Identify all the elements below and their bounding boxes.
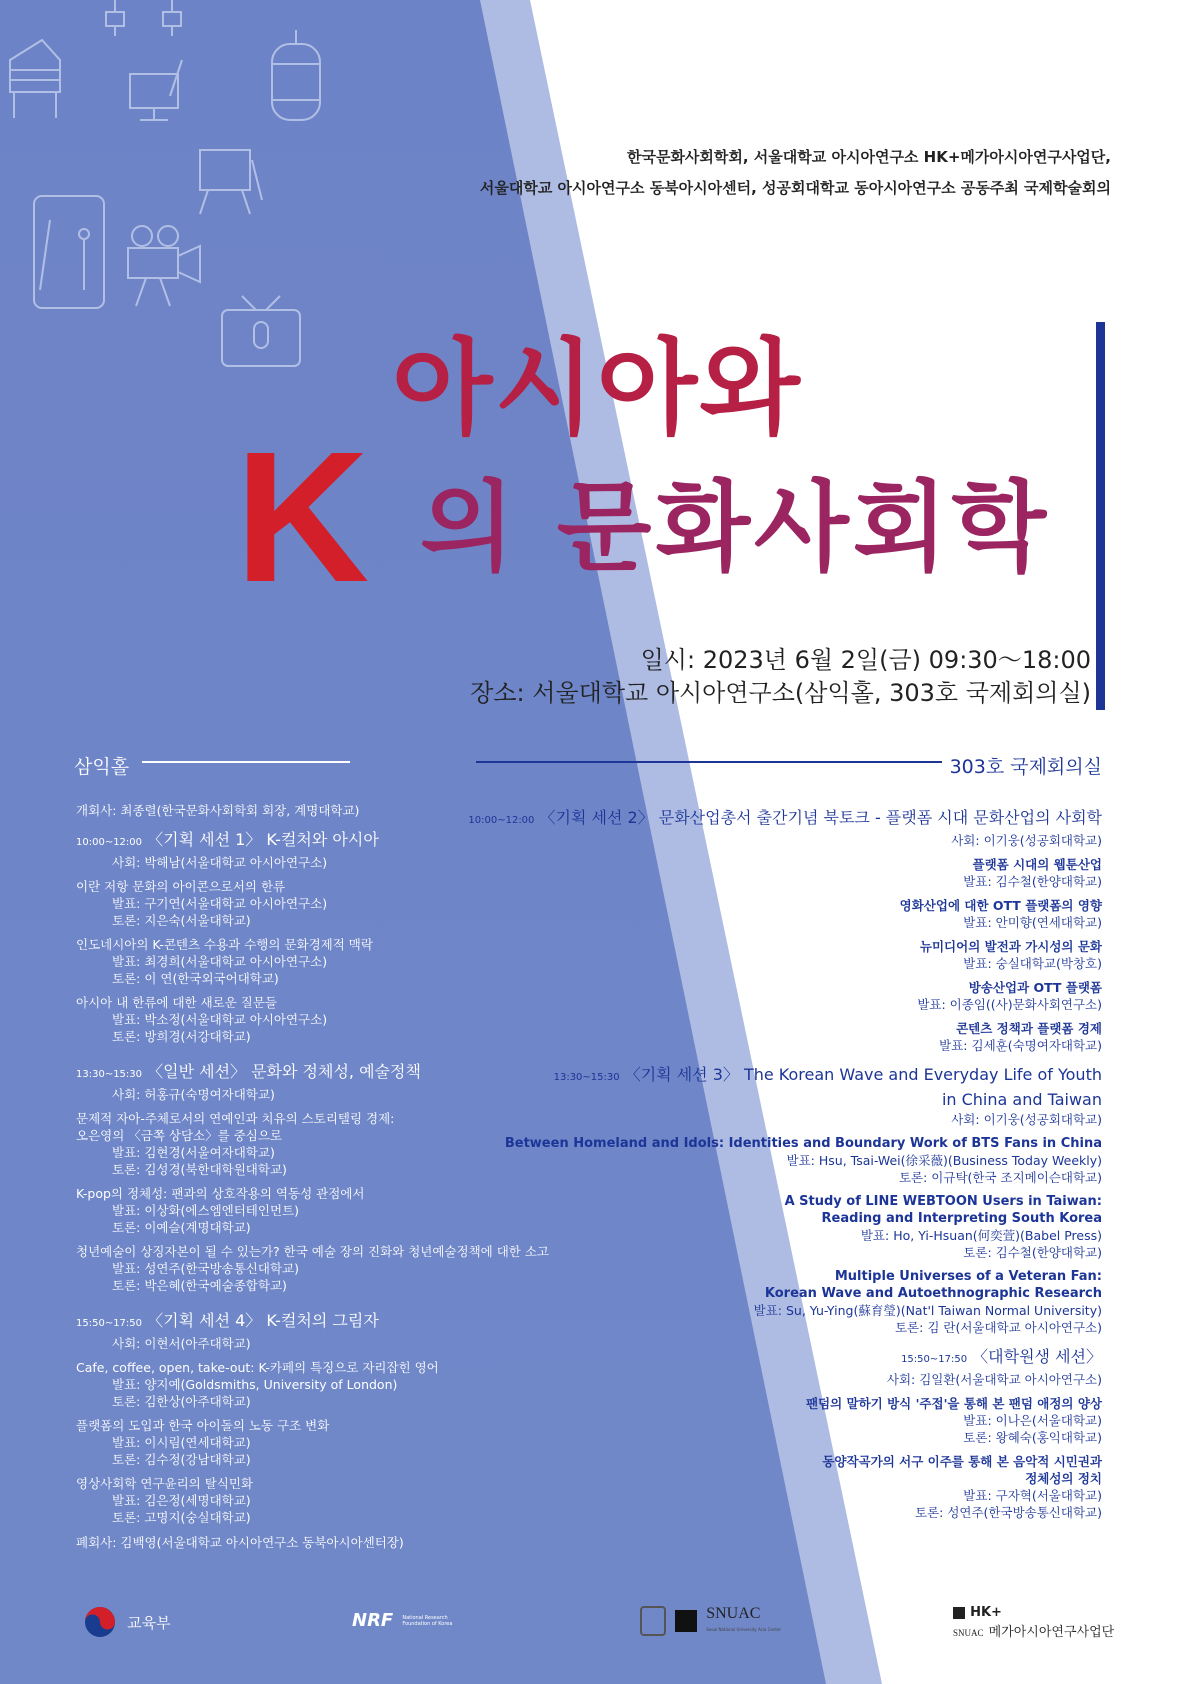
talk-discussant: 토론: 김 란(서울대학교 아시아연구소) [894,1320,1102,1335]
right-room-heading: 303호 국제회의실 [949,756,1102,778]
session-time: 10:00~12:00 [76,837,143,848]
title-vertical-bar [1096,322,1105,710]
hk-text: 메가아시아연구사업단 [988,1625,1115,1640]
talk-presenter: 발표: 양지예(Goldsmiths, University of London) [112,1377,398,1392]
talk-title: 청년예술이 상징자본이 될 수 있는가? 한국 예술 장의 진화와 청년예술정책에 대한 소고 [76,1244,549,1259]
divider [476,761,942,763]
talk-discussant: 토론: 김한상(아주대학교) [112,1394,251,1409]
session-chair: 사회: 김일환(서울대학교 아시아연구소) [886,1372,1102,1387]
talk-title: Between Homeland and Idols: Identities and Boundary Work of BTS Fans in China [504,1136,1102,1151]
session-time: 15:50~17:50 [76,1318,143,1329]
talk-title: 플랫폼의 도입과 한국 아이돌의 노동 구조 변화 [76,1418,330,1433]
session-time: 13:30~15:30 [76,1069,143,1080]
talk-title: 영상사회학 연구윤리의 탈식민화 [76,1476,253,1491]
talk-title-cont: 정체성의 정치 [1025,1471,1102,1486]
talk-presenter: 발표: 구기연(서울대학교 아시아연구소) [112,896,328,911]
opening-remarks: 개회사: 최종렬(한국문화사회학회 회장, 계명대학교) [76,803,360,818]
hk-logo [953,1602,1114,1640]
session-chair: 사회: 허홍규(숙명여자대학교) [112,1087,275,1102]
nrf-sub: National Research [402,1614,448,1621]
talk-discussant: 토론: 김성경(북한대학원대학교) [112,1162,287,1177]
right-program [462,807,1102,1521]
snu-emblem-icon [640,1606,666,1636]
session-time: 13:30~15:30 [553,1072,620,1083]
title-k: K [235,414,370,621]
session-name: 〈기획 세션 1〉 K-컬처와 아시아 [147,830,379,849]
talk-title: 문제적 자아-주체로서의 연예인과 치유의 스토리텔링 경제: [76,1111,395,1126]
organizers-line: 서울대학교 아시아연구소 동북아시아센터, 성공회대학교 동아시아연구소 공동주최 국제학술회의 [479,179,1111,197]
talk-presenter: 발표: Hsu, Tsai-Wei(徐采薇)(Business Today Weekly) [786,1153,1102,1168]
talk-presenter: 발표: 이시림(연세대학교) [112,1435,251,1450]
session-time: 15:50~17:50 [901,1354,968,1365]
talk-title: 이란 저항 문화의 아이콘으로서의 한류 [76,879,286,894]
organizers [351,142,1111,204]
talk-discussant: 토론: 고명지(숭실대학교) [112,1510,251,1525]
session-title [462,1064,1102,1089]
event-venue: 장소: 서울대학교 아시아연구소(삼익홀, 303호 국제회의실) [470,679,1091,707]
talk-presenter: 발표: 이나은(서울대학교) [963,1413,1102,1428]
session-name: 〈기획 세션 3〉 The Korean Wave and Everyday Life of Youth [624,1065,1102,1084]
session-name: 〈대학원생 세션〉 [972,1347,1102,1366]
talk-presenter: 발표: Su, Yu-Ying(蘇育瑩)(Nat'l Taiwan Normal University) [753,1303,1102,1318]
talk-discussant: 토론: 이 연(한국외국어대학교) [112,971,279,986]
session-name: 〈기획 세션 2〉 문화산업총서 출간기념 북토크 - 플랫폼 시대 문화산업의 사회학 [539,808,1102,827]
session-chair: 사회: 박해남(서울대학교 아시아연구소) [112,855,328,870]
snuac-logo [640,1606,781,1636]
talk-discussant: 토론: 박은혜(한국예술종합학교) [112,1278,287,1293]
talk-presenter: 발표: 최경희(서울대학교 아시아연구소) [112,954,328,969]
title-line2: 의 문화사회학 [420,471,1051,585]
organizers-line: 한국문화사회학회, 서울대학교 아시아연구소 HK+메가아시아연구사업단, [626,148,1111,166]
talk-presenter: 발표: 박소정(서울대학교 아시아연구소) [112,1012,328,1027]
snuac-label: SNUAC [706,1604,761,1622]
talk-title: K-pop의 정체성: 팬과의 상호작용의 역동성 관점에서 [76,1186,365,1201]
snuac-sub: Seoul National University Asia Center [706,1626,782,1632]
talk-discussant: 토론: 이규탁(한국 조지메이슨대학교) [898,1170,1102,1185]
session-title [462,1346,1102,1371]
snuac-square-icon [675,1610,697,1632]
talk-discussant: 토론: 방희경(서강대학교) [112,1029,251,1044]
talk-discussant: 토론: 이예슬(계명대학교) [112,1220,251,1235]
divider [142,761,350,763]
nrf-sub: Foundation of Korea [402,1620,453,1627]
title-line1: 아시아와 [392,327,802,449]
talk-presenter: 발표: 김은정(세명대학교) [112,1493,251,1508]
hk-snuac-label: SNUAC [953,1628,984,1638]
talk-title-cont: Reading and Interpreting South Korea [821,1211,1102,1226]
talk-title: Cafe, coffee, open, take-out: K-카페의 특징으로 자리잡힌 영어 [76,1360,439,1375]
talk-presenter: 발표: 숭실대학교(박창호) [963,956,1102,971]
left-room-heading: 삼익홀 [74,756,130,778]
session-time: 10:00~12:00 [468,815,535,826]
hk-square-icon [953,1607,965,1619]
session-chair: 사회: 이현서(아주대학교) [112,1336,251,1351]
talk-presenter: 발표: 구자혁(서울대학교) [963,1488,1102,1503]
talk-title: 뉴미디어의 발전과 가시성의 문화 [919,939,1102,954]
nrf-label: NRF [352,1610,394,1631]
talk-title: 영화산업에 대한 OTT 플랫폼의 영향 [899,898,1102,913]
talk-title: 팬덤의 말하기 방식 '주접'을 통해 본 팬덤 애정의 양상 [805,1396,1102,1411]
talk-presenter: 발표: 이상화(에스엠엔터테인먼트) [112,1203,299,1218]
talk-title: 동양작곡가의 서구 이주를 통해 본 음악적 시민권과 [822,1454,1102,1469]
talk-presenter: 발표: 김세훈(숙명여자대학교) [939,1038,1102,1053]
talk-discussant: 토론: 김수정(강남대학교) [112,1452,251,1467]
session-title [462,807,1102,832]
talk-discussant: 토론: 김수철(한양대학교) [963,1245,1102,1260]
talk-discussant: 토론: 왕혜숙(홍익대학교) [963,1430,1102,1445]
session-name: 〈기획 세션 4〉 K-컬처의 그림자 [147,1311,379,1330]
moe-logo [84,1606,171,1638]
talk-title: 인도네시아의 K-콘텐츠 수용과 수행의 문화경제적 맥락 [76,937,373,952]
talk-discussant: 토론: 지은숙(서울대학교) [112,913,251,928]
talk-presenter: 발표: 김현경(서울여자대학교) [112,1145,275,1160]
talk-title: 방송산업과 OTT 플랫폼 [968,980,1102,995]
taegeuk-icon [84,1606,116,1638]
talk-title: A Study of LINE WEBTOON Users in Taiwan: [784,1194,1102,1209]
talk-presenter: 발표: 김수철(한양대학교) [963,874,1102,889]
talk-discussant: 토론: 성연주(한국방송통신대학교) [915,1505,1102,1520]
moe-label: 교육부 [127,1613,171,1632]
talk-title: 플랫폼 시대의 웹툰산업 [972,857,1102,872]
session-chair: 사회: 이기웅(성공회대학교) [951,1112,1102,1127]
talk-title-cont: 오은영의 〈금쪽 상담소〉를 중심으로 [76,1128,282,1143]
talk-presenter: 발표: 이종임((사)문화사회연구소) [917,997,1102,1012]
talk-title-cont: Korean Wave and Autoethnographic Research [764,1286,1102,1301]
hk-label: HK+ [970,1605,1002,1620]
session-name: 〈일반 세션〉 문화와 정체성, 예술정책 [147,1062,421,1081]
closing-remarks: 폐회사: 김백영(서울대학교 아시아연구소 동북아시아센터장) [76,1535,404,1550]
talk-presenter: 발표: Ho, Yi-Hsuan(何奕萱)(Babel Press) [860,1228,1102,1243]
talk-presenter: 발표: 성연주(한국방송통신대학교) [112,1261,299,1276]
talk-presenter: 발표: 안미향(연세대학교) [963,915,1102,930]
event-date: 일시: 2023년 6월 2일(금) 09:30～18:00 [640,646,1091,674]
session-chair: 사회: 이기웅(성공회대학교) [951,833,1102,848]
nrf-logo [352,1610,452,1631]
talk-title: 콘텐츠 정책과 플랫폼 경제 [956,1021,1102,1036]
talk-title: 아시아 내 한류에 대한 새로운 질문들 [76,995,277,1010]
session-title-cont: in China and Taiwan [941,1090,1102,1109]
talk-title: Multiple Universes of a Veteran Fan: [834,1269,1102,1284]
